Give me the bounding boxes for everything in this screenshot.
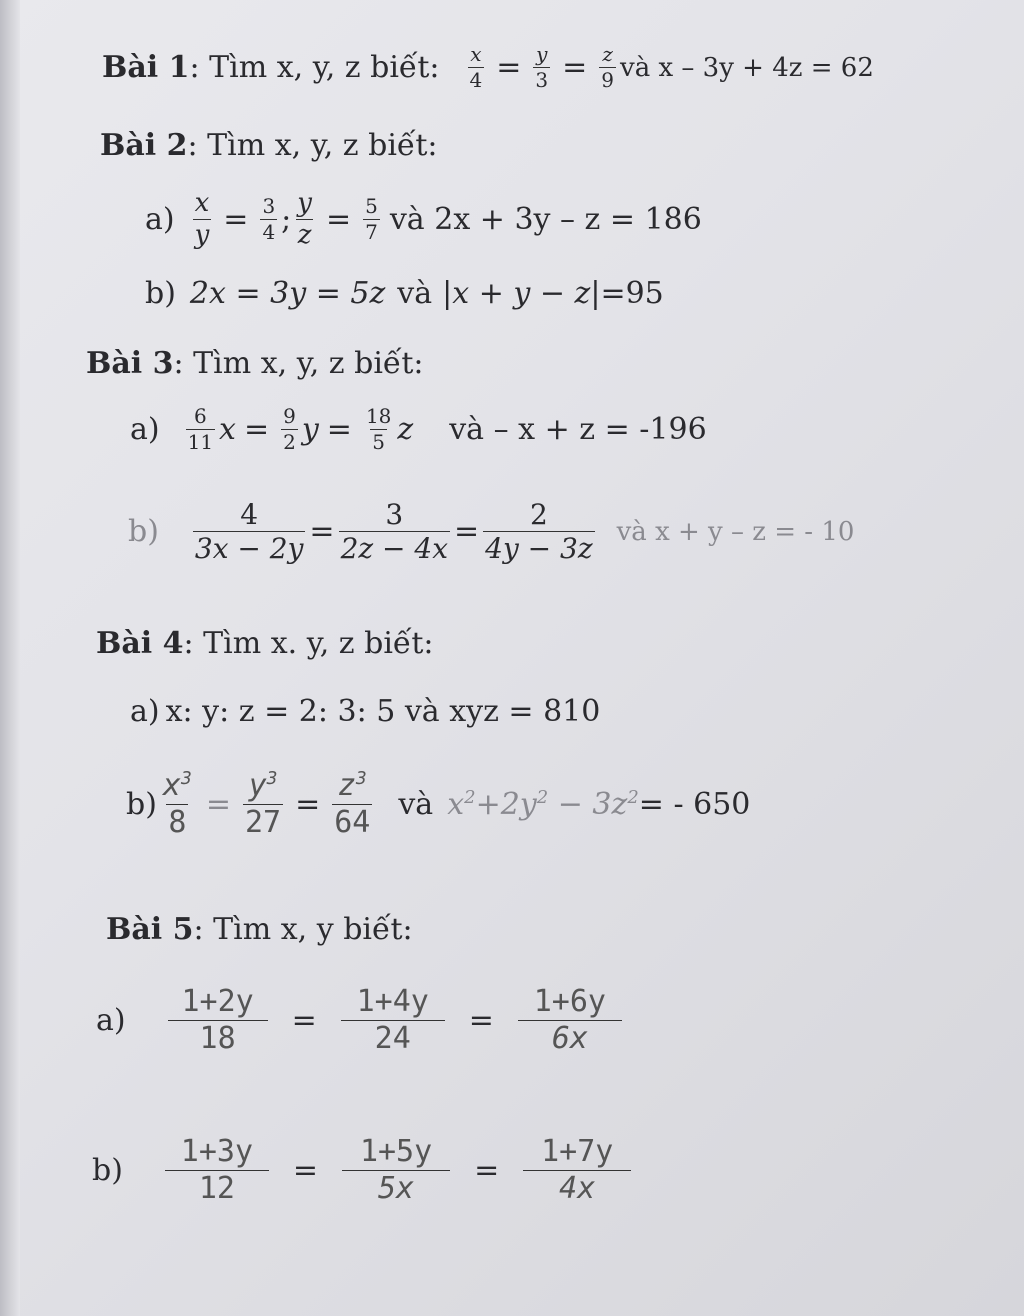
- bai4a-line: [130, 694, 600, 729]
- bai5a-frac-2: $\frac{1+4y}{24}$: [343, 986, 443, 1054]
- bai2a-frac-5-7: $\frac{5}{7}$: [365, 194, 378, 245]
- bai5b-frac-1: $\frac{1+3y}{12}$: [167, 1136, 267, 1204]
- bai4b-frac-y: $\frac{y^3}{27}$: [244, 768, 282, 840]
- bai5b-label: b): [92, 1152, 123, 1188]
- bai3a-frac-9-2: $\frac{9}{2}$: [283, 404, 296, 454]
- bai3a-condition: và – x + z = -196: [449, 412, 707, 447]
- bai2a-frac-yz: $\frac{y}{z}$: [297, 188, 312, 251]
- bai3b-label: b): [128, 514, 159, 550]
- bai2a-frac-3-4: $\frac{3}{4}$: [262, 194, 276, 245]
- bai5a-frac-3: $\frac{1+6y}{6x}$: [520, 986, 620, 1054]
- bai2a-label: a): [145, 202, 175, 238]
- bai2b-abs: |x + y − z|: [442, 276, 601, 311]
- bai5a-label: a): [96, 1002, 126, 1038]
- bai3a-line: a) $\frac{6}{11}$ x = $\frac{9}{2}$ y = $\frac{18}{5}$ z và – x + z = -196: [130, 404, 707, 454]
- bai3b-frac-2: $\frac{3}{2z - 4x}$: [340, 498, 448, 566]
- bai1-heading: Bài 1: Tìm x, y, z biết:: [102, 50, 440, 85]
- bai5a-frac-1: $\frac{1+2y}{18}$: [170, 986, 266, 1054]
- page-edge-shadow: [0, 0, 20, 1316]
- bai4b-frac-z: $\frac{z^3}{64}$: [334, 768, 371, 840]
- bai4b-line: b) $\frac{x^3}{8}$ = $\frac{y^3}{27}$ = $\frac{z^3}{64}$ và $x^2+2y^2 - 3z^2$ = - 650: [126, 768, 751, 840]
- bai4a-text: x: y: z = 2: 3: 5 và xyz = 810: [165, 694, 601, 729]
- bai4b-rhs: = - 650: [638, 786, 751, 822]
- bai2b-rhs: =95: [600, 276, 664, 311]
- bai3b-line: b) $\frac{4}{3x - 2y}$ = $\frac{3}{2z - 4x}$ = $\frac{2}{4y - 3z}$ và x + y – z = - 10: [128, 498, 855, 566]
- bai4-heading: Bài 4 : Tìm x. y, z biết:: [96, 626, 434, 661]
- bai2-heading: Bài 2 : Tìm x, y, z biết:: [100, 128, 438, 163]
- bai2b-label: b): [145, 276, 176, 311]
- bai3-heading: Bài 3 : Tìm x, y, z biết:: [86, 346, 424, 381]
- bai1-frac-x: $\frac{x}{4}$: [469, 42, 483, 92]
- bai2a-condition: và 2x + 3y – z = 186: [389, 202, 702, 238]
- bai1-frac-y: $\frac{y}{3}$: [535, 42, 549, 92]
- bai5-heading: Bài 5 : Tìm x, y biết:: [106, 912, 413, 947]
- bai5b-line: b) $\frac{1+3y}{12}$ = $\frac{1+5y}{5x}$ = $\frac{1+7y}{4x}$: [92, 1136, 633, 1204]
- bai2a-line: a) $\frac{x}{y}$ = $\frac{3}{4}$ ; $\frac{y}{z}$ = $\frac{5}{7}$ và 2x + 3y – z = 186: [145, 188, 702, 251]
- bai5b-frac-2: $\frac{1+5y}{5x}$: [344, 1136, 448, 1204]
- bai3a-frac-6-11: $\frac{6}{11}$: [187, 404, 214, 454]
- bai4b-label: b): [126, 786, 157, 822]
- bai3a-frac-18-5: $\frac{18}{5}$: [365, 404, 392, 454]
- bai5a-line: a) $\frac{1+2y}{18}$ = $\frac{1+4y}{24}$ = $\frac{1+6y}{6x}$: [96, 986, 624, 1054]
- bai3a-label: a): [130, 412, 160, 447]
- bai3b-frac-3: $\frac{2}{4y - 3z}$: [485, 498, 593, 566]
- bai1-frac-z: $\frac{z}{9}$: [601, 42, 615, 92]
- bai1-condition: và x – 3y + 4z = 62: [620, 52, 874, 83]
- bai5b-frac-3: $\frac{1+7y}{4x}$: [525, 1136, 629, 1204]
- bai1-line: Bài 1: Tìm x, y, z biết: $\frac{x}{4}$ = $\frac{y}{3}$ = $\frac{z}{9}$ và x – 3y + 4z = 62: [102, 42, 874, 92]
- bai3b-condition: và x + y – z = - 10: [616, 516, 855, 547]
- bai2b-equation: 2x = 3y = 5z: [189, 276, 386, 311]
- bai4b-frac-x: $\frac{x^3}{8}$: [162, 768, 192, 840]
- bai2b-line: b) 2x = 3y = 5z và |x + y − z| =95: [145, 276, 664, 311]
- bai3b-frac-1: $\frac{4}{3x - 2y}$: [194, 498, 304, 566]
- bai4a-label: a): [130, 694, 160, 729]
- bai4b-condition: $x^2+2y^2 - 3z^2$: [447, 786, 639, 822]
- bai2a-frac-xy: $\frac{x}{y}$: [194, 188, 210, 251]
